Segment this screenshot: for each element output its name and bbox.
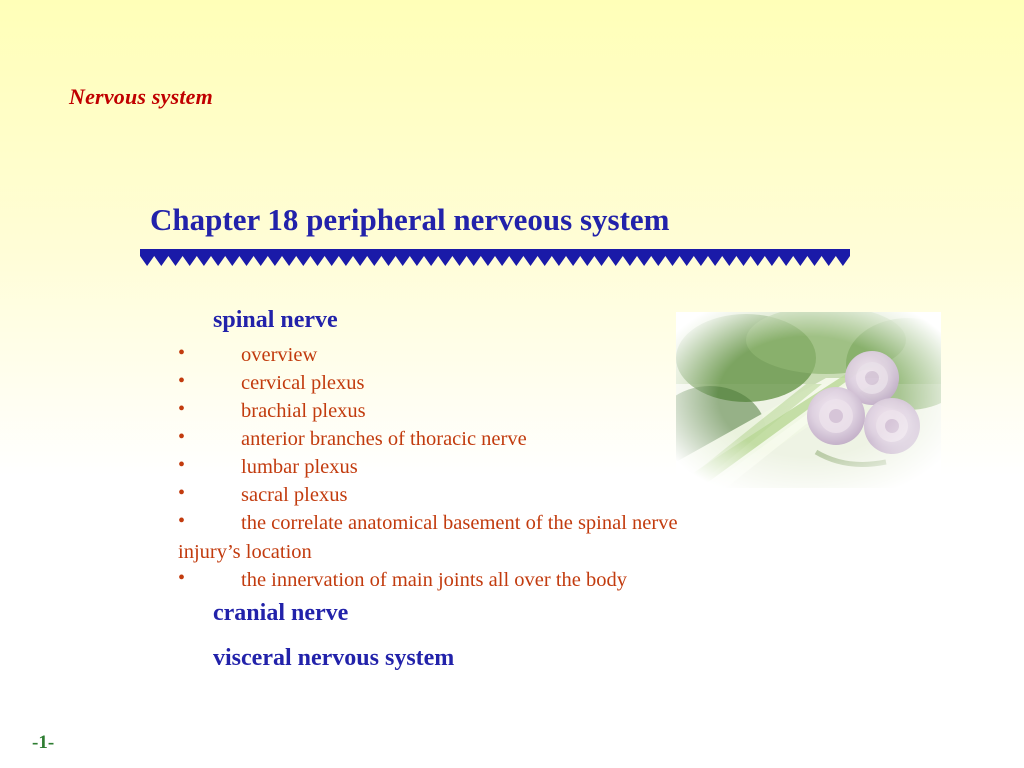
list-item-label: anterior branches of thoracic nerve — [241, 428, 527, 451]
list-item — [178, 566, 878, 594]
bullet-marker: • — [178, 426, 186, 449]
list-item-label: the innervation of main joints all over the body — [241, 568, 627, 591]
section-heading-spinal-nerve: spinal nerve — [213, 307, 338, 333]
zigzag-divider — [140, 249, 850, 266]
page-number: -1- — [32, 732, 55, 753]
list-item-label-continuation: injury’s location — [178, 540, 312, 563]
list-item-label: cervical plexus — [241, 372, 365, 395]
list-item-label: brachial plexus — [241, 400, 366, 423]
bullet-marker: • — [178, 454, 186, 477]
list-item-label: lumbar plexus — [241, 456, 358, 479]
roses-photo — [676, 312, 941, 488]
list-item — [178, 509, 878, 565]
bullet-marker: • — [178, 566, 186, 589]
page-title: Chapter 18 peripheral nerveous system — [150, 202, 670, 237]
list-item-label: overview — [241, 344, 318, 366]
bullet-marker: • — [178, 370, 186, 393]
section-heading-visceral-nervous-system: visceral nervous system — [213, 645, 455, 671]
bullet-marker: • — [178, 342, 186, 364]
slide-header-title: Nervous system — [69, 84, 213, 109]
list-item-label: sacral plexus — [241, 484, 348, 507]
bullet-marker: • — [178, 482, 186, 505]
bullet-marker: • — [178, 398, 186, 421]
list-item-label: the correlate anatomical basement of the spinal nerve — [241, 512, 678, 535]
bullet-marker: • — [178, 510, 186, 533]
section-heading-cranial-nerve: cranial nerve — [213, 600, 349, 626]
